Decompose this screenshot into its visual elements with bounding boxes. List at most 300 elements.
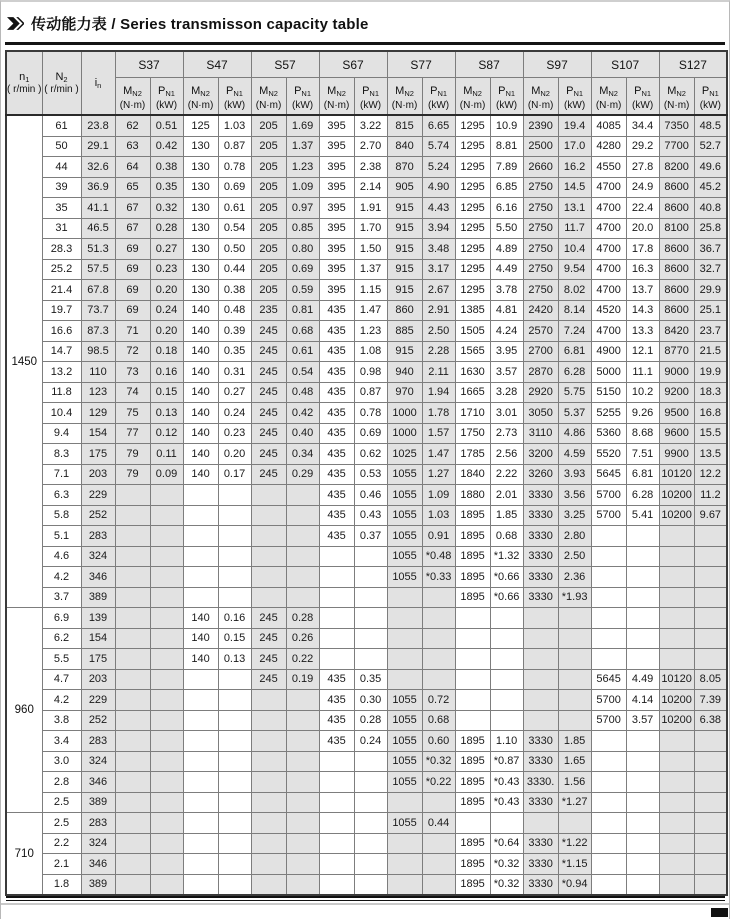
table-cell <box>387 669 422 690</box>
table-cell: 7700 <box>659 136 694 157</box>
table-cell: 13.7 <box>626 280 659 301</box>
table-cell: 3330. <box>523 772 558 793</box>
table-cell: 245 <box>251 608 286 629</box>
table-cell: 1055 <box>387 813 422 834</box>
table-cell <box>659 772 694 793</box>
output-speed-cell: 2.5 <box>42 813 81 834</box>
table-row <box>6 300 727 321</box>
series-header-s97: S97 <box>523 51 591 78</box>
capacity-table <box>5 50 728 896</box>
table-cell: 3.93 <box>558 464 591 485</box>
table-cell <box>523 669 558 690</box>
table-cell: 0.27 <box>218 382 251 403</box>
table-cell: 1630 <box>455 362 490 383</box>
table-cell <box>218 690 251 711</box>
table-cell: 0.78 <box>218 157 251 178</box>
output-speed-cell: 4.7 <box>42 669 81 690</box>
table-cell <box>150 690 183 711</box>
ratio-cell: 203 <box>81 464 115 485</box>
table-cell: 9600 <box>659 423 694 444</box>
table-cell: 1.10 <box>490 731 523 752</box>
table-cell <box>490 669 523 690</box>
table-cell: 0.87 <box>218 136 251 157</box>
table-cell: 4900 <box>591 341 626 362</box>
table-cell: 0.48 <box>286 382 319 403</box>
output-speed-cell: 3.4 <box>42 731 81 752</box>
table-cell: 435 <box>319 403 354 424</box>
table-cell: 245 <box>251 403 286 424</box>
output-speed-cell: 5.5 <box>42 649 81 670</box>
table-cell: 10200 <box>659 485 694 506</box>
table-cell: 12.2 <box>694 464 727 485</box>
table-cell: 1665 <box>455 382 490 403</box>
table-cell: 1.15 <box>354 280 387 301</box>
table-cell: 0.69 <box>218 177 251 198</box>
torque-col-header: $M_{N2}$ (N·m) <box>115 78 150 116</box>
series-header-s57: S57 <box>251 51 319 78</box>
table-cell: 0.13 <box>218 649 251 670</box>
output-speed-cell: 61 <box>42 115 81 136</box>
table-cell: 0.53 <box>354 464 387 485</box>
table-cell <box>694 874 727 895</box>
ratio-cell: 154 <box>81 628 115 649</box>
ratio-cell: 346 <box>81 772 115 793</box>
table-cell: 435 <box>319 321 354 342</box>
table-cell <box>422 649 455 670</box>
table-cell: 64 <box>115 157 150 178</box>
table-cell <box>626 567 659 588</box>
table-cell: 3.17 <box>422 259 455 280</box>
table-cell: 395 <box>319 239 354 260</box>
table-cell <box>659 546 694 567</box>
table-cell <box>354 833 387 854</box>
table-cell: 79 <box>115 464 150 485</box>
table-cell: 1.27 <box>422 464 455 485</box>
table-cell <box>659 649 694 670</box>
table-cell: 435 <box>319 505 354 526</box>
table-cell: 0.16 <box>218 608 251 629</box>
table-cell: 0.29 <box>286 464 319 485</box>
table-cell <box>523 813 558 834</box>
table-cell: 140 <box>183 444 218 465</box>
table-cell: 915 <box>387 218 422 239</box>
table-cell: 1.23 <box>354 321 387 342</box>
table-cell: 0.34 <box>286 444 319 465</box>
output-speed-cell: 39 <box>42 177 81 198</box>
table-cell <box>183 710 218 731</box>
ratio-cell: 57.5 <box>81 259 115 280</box>
output-speed-cell: 31 <box>42 218 81 239</box>
table-cell: 25.1 <box>694 300 727 321</box>
power-col-header: $P_{N1}$ (kW) <box>558 78 591 116</box>
table-cell <box>150 587 183 608</box>
table-cell: 29.2 <box>626 136 659 157</box>
table-cell <box>354 854 387 875</box>
table-cell <box>286 854 319 875</box>
table-cell: 0.62 <box>354 444 387 465</box>
table-cell <box>319 874 354 895</box>
table-cell: 1.08 <box>354 341 387 362</box>
table-cell: 4.49 <box>490 259 523 280</box>
table-cell: 5.37 <box>558 403 591 424</box>
output-speed-cell: 10.4 <box>42 403 81 424</box>
table-cell <box>591 731 626 752</box>
table-cell <box>286 587 319 608</box>
table-cell <box>251 792 286 813</box>
table-cell: 3.57 <box>626 710 659 731</box>
table-cell: 8600 <box>659 239 694 260</box>
table-cell: 5.74 <box>422 136 455 157</box>
table-cell <box>183 731 218 752</box>
table-cell: 1055 <box>387 546 422 567</box>
table-cell <box>150 772 183 793</box>
table-cell <box>251 710 286 731</box>
table-cell <box>115 669 150 690</box>
table-cell: 0.54 <box>218 218 251 239</box>
table-cell: 1565 <box>455 341 490 362</box>
output-speed-cell: 2.5 <box>42 792 81 813</box>
table-cell: 8.02 <box>558 280 591 301</box>
table-cell <box>286 731 319 752</box>
table-cell: 2.11 <box>422 362 455 383</box>
title-rule <box>5 42 725 45</box>
table-cell: 10.4 <box>558 239 591 260</box>
table-cell <box>354 628 387 649</box>
table-cell <box>150 751 183 772</box>
table-cell: 1895 <box>455 731 490 752</box>
section-title <box>5 9 726 41</box>
table-cell <box>183 690 218 711</box>
table-cell <box>183 772 218 793</box>
output-speed-cell: 6.9 <box>42 608 81 629</box>
table-cell: 5360 <box>591 423 626 444</box>
table-cell <box>354 772 387 793</box>
table-cell: 130 <box>183 157 218 178</box>
table-row <box>6 710 727 731</box>
table-cell <box>115 628 150 649</box>
table-cell: 2500 <box>523 136 558 157</box>
table-cell <box>591 567 626 588</box>
table-cell: 5645 <box>591 669 626 690</box>
table-cell <box>591 649 626 670</box>
table-cell <box>218 731 251 752</box>
table-cell <box>422 628 455 649</box>
n1-symbol: n <box>19 71 26 83</box>
table-cell <box>694 608 727 629</box>
table-cell: *1.22 <box>558 833 591 854</box>
table-cell: 73 <box>115 362 150 383</box>
table-cell <box>218 833 251 854</box>
table-cell: 860 <box>387 300 422 321</box>
table-row <box>6 115 727 136</box>
table-cell: 11.7 <box>558 218 591 239</box>
table-cell <box>558 813 591 834</box>
table-cell <box>115 546 150 567</box>
table-row <box>6 259 727 280</box>
table-cell <box>626 874 659 895</box>
table-cell: 1.03 <box>422 505 455 526</box>
ratio-cell: 283 <box>81 813 115 834</box>
table-cell: 72 <box>115 341 150 362</box>
table-cell: 8200 <box>659 157 694 178</box>
table-cell: 1.47 <box>354 300 387 321</box>
table-cell: 2750 <box>523 259 558 280</box>
table-cell: 23.7 <box>694 321 727 342</box>
table-cell: 19.4 <box>558 115 591 136</box>
table-cell: 6.16 <box>490 198 523 219</box>
table-cell: 10200 <box>659 505 694 526</box>
table-cell: 1295 <box>455 280 490 301</box>
table-cell: 63 <box>115 136 150 157</box>
table-cell <box>591 628 626 649</box>
table-cell <box>319 608 354 629</box>
table-row <box>6 464 727 485</box>
table-cell: 2920 <box>523 382 558 403</box>
output-speed-cell: 7.1 <box>42 464 81 485</box>
table-cell: 2.70 <box>354 136 387 157</box>
table-row <box>6 341 727 362</box>
table-cell <box>523 628 558 649</box>
table-cell: 140 <box>183 423 218 444</box>
page-corner-mark <box>711 908 728 917</box>
table-cell: 45.2 <box>694 177 727 198</box>
table-cell: *0.66 <box>490 567 523 588</box>
table-cell <box>422 669 455 690</box>
table-cell: 8600 <box>659 198 694 219</box>
table-cell: 1895 <box>455 526 490 547</box>
table-cell: 205 <box>251 259 286 280</box>
table-cell <box>286 710 319 731</box>
table-cell: 1.70 <box>354 218 387 239</box>
table-cell: 0.35 <box>354 669 387 690</box>
table-cell <box>251 833 286 854</box>
ratio-cell: 51.3 <box>81 239 115 260</box>
table-cell <box>523 608 558 629</box>
power-col-header: $P_{N1}$ (kW) <box>490 78 523 116</box>
table-cell <box>183 505 218 526</box>
table-cell: 245 <box>251 444 286 465</box>
table-cell: 69 <box>115 259 150 280</box>
table-cell: 130 <box>183 280 218 301</box>
table-cell: 4700 <box>591 321 626 342</box>
table-cell: 4.90 <box>422 177 455 198</box>
table-row <box>6 485 727 506</box>
table-cell: 49.6 <box>694 157 727 178</box>
table-cell <box>422 854 455 875</box>
table-cell <box>183 669 218 690</box>
table-cell: 0.61 <box>218 198 251 219</box>
output-speed-cell: 6.2 <box>42 628 81 649</box>
table-cell: *0.32 <box>490 874 523 895</box>
table-cell: 0.15 <box>218 628 251 649</box>
table-cell <box>150 669 183 690</box>
table-cell: 9900 <box>659 444 694 465</box>
table-cell: 0.39 <box>218 321 251 342</box>
table-cell: 815 <box>387 115 422 136</box>
table-cell: 1055 <box>387 710 422 731</box>
table-cell: 1.65 <box>558 751 591 772</box>
table-cell <box>626 772 659 793</box>
table-cell: 0.68 <box>490 526 523 547</box>
table-cell <box>115 833 150 854</box>
table-cell: 16.2 <box>558 157 591 178</box>
ratio-cell: 324 <box>81 546 115 567</box>
table-cell <box>659 751 694 772</box>
table-cell: 8.81 <box>490 136 523 157</box>
table-cell: 205 <box>251 239 286 260</box>
table-cell: 1055 <box>387 772 422 793</box>
table-cell: 2660 <box>523 157 558 178</box>
table-cell <box>694 526 727 547</box>
table-cell: *0.94 <box>558 874 591 895</box>
table-cell <box>694 751 727 772</box>
table-cell: 7.39 <box>694 690 727 711</box>
table-cell: 3.56 <box>558 485 591 506</box>
table-cell: 4.81 <box>490 300 523 321</box>
table-cell <box>626 854 659 875</box>
table-cell: 0.68 <box>422 710 455 731</box>
table-row <box>6 628 727 649</box>
table-cell: 69 <box>115 280 150 301</box>
table-cell: 1.23 <box>286 157 319 178</box>
table-cell <box>591 854 626 875</box>
table-cell: 140 <box>183 403 218 424</box>
ratio-cell: 98.5 <box>81 341 115 362</box>
table-cell: 1055 <box>387 567 422 588</box>
table-cell: 3.28 <box>490 382 523 403</box>
torque-col-header: $M_{N2}$ (N·m) <box>523 78 558 116</box>
output-speed-cell: 4.6 <box>42 546 81 567</box>
table-cell: 1055 <box>387 751 422 772</box>
table-cell: 205 <box>251 136 286 157</box>
table-row <box>6 690 727 711</box>
table-cell: 1.47 <box>422 444 455 465</box>
table-row <box>6 813 727 834</box>
table-cell <box>286 772 319 793</box>
output-speed-cell: 9.4 <box>42 423 81 444</box>
table-cell: 7.89 <box>490 157 523 178</box>
table-row <box>6 669 727 690</box>
ratio-cell: 129 <box>81 403 115 424</box>
table-cell: 245 <box>251 464 286 485</box>
table-cell: 0.51 <box>150 115 183 136</box>
table-cell: 21.5 <box>694 341 727 362</box>
table-cell: 1.09 <box>286 177 319 198</box>
table-cell: 245 <box>251 382 286 403</box>
table-cell: 4.89 <box>490 239 523 260</box>
output-speed-cell: 3.0 <box>42 751 81 772</box>
power-col-header: $P_{N1}$ (kW) <box>150 78 183 116</box>
table-cell: 1880 <box>455 485 490 506</box>
table-cell: 1.03 <box>218 115 251 136</box>
table-row <box>6 136 727 157</box>
group-label-n1: 1450 <box>6 115 42 608</box>
table-cell: 0.59 <box>286 280 319 301</box>
power-col-header: $P_{N1}$ (kW) <box>422 78 455 116</box>
table-cell: 4700 <box>591 239 626 260</box>
table-cell <box>455 628 490 649</box>
table-row <box>6 731 727 752</box>
table-cell <box>218 710 251 731</box>
table-cell: 5.24 <box>422 157 455 178</box>
table-cell <box>490 608 523 629</box>
ratio-cell: 229 <box>81 690 115 711</box>
series-header-s107: S107 <box>591 51 659 78</box>
table-cell <box>218 567 251 588</box>
table-cell <box>354 813 387 834</box>
table-cell: *1.27 <box>558 792 591 813</box>
table-cell: 4.49 <box>626 669 659 690</box>
table-cell <box>523 710 558 731</box>
table-cell <box>251 751 286 772</box>
table-cell: 9.54 <box>558 259 591 280</box>
output-speed-cell: 2.8 <box>42 772 81 793</box>
table-cell <box>387 587 422 608</box>
ratio-subscript: n <box>97 80 102 90</box>
series-header-s77: S77 <box>387 51 455 78</box>
table-cell: *1.32 <box>490 546 523 567</box>
table-cell <box>319 628 354 649</box>
table-cell: 1.78 <box>422 403 455 424</box>
table-cell <box>354 608 387 629</box>
table-cell: 435 <box>319 669 354 690</box>
table-cell: 3330 <box>523 854 558 875</box>
ratio-cell: 324 <box>81 751 115 772</box>
table-cell <box>150 649 183 670</box>
table-cell <box>626 751 659 772</box>
table-cell: 8420 <box>659 321 694 342</box>
torque-col-header: $M_{N2}$ (N·m) <box>659 78 694 116</box>
table-cell <box>591 751 626 772</box>
table-cell <box>218 772 251 793</box>
table-cell: 395 <box>319 177 354 198</box>
table-cell: 4.86 <box>558 423 591 444</box>
ratio-cell: 283 <box>81 731 115 752</box>
table-cell: 4085 <box>591 115 626 136</box>
table-cell <box>455 813 490 834</box>
table-cell: *0.22 <box>422 772 455 793</box>
col-header-n1 <box>6 51 42 115</box>
table-cell: 5645 <box>591 464 626 485</box>
table-cell: 67 <box>115 198 150 219</box>
table-cell <box>183 485 218 506</box>
table-cell: 0.15 <box>150 382 183 403</box>
table-cell: 12.1 <box>626 341 659 362</box>
table-cell: 0.61 <box>286 341 319 362</box>
output-speed-cell: 50 <box>42 136 81 157</box>
table-cell: 0.85 <box>286 218 319 239</box>
table-cell: 1.50 <box>354 239 387 260</box>
n2-symbol: N <box>55 71 64 83</box>
table-cell: 0.35 <box>150 177 183 198</box>
table-cell: 6.28 <box>626 485 659 506</box>
table-cell: 1.57 <box>422 423 455 444</box>
table-body <box>6 115 727 895</box>
table-cell <box>694 772 727 793</box>
table-cell: 2.38 <box>354 157 387 178</box>
title-english: Series transmisson capacity table <box>120 16 369 33</box>
table-cell <box>558 628 591 649</box>
table-cell <box>626 649 659 670</box>
table-cell <box>150 608 183 629</box>
output-speed-cell: 44 <box>42 157 81 178</box>
table-cell: 8600 <box>659 259 694 280</box>
output-speed-cell: 2.1 <box>42 854 81 875</box>
table-cell: 125 <box>183 115 218 136</box>
table-cell: 2.36 <box>558 567 591 588</box>
table-cell: 5700 <box>591 505 626 526</box>
table-cell: 22.4 <box>626 198 659 219</box>
